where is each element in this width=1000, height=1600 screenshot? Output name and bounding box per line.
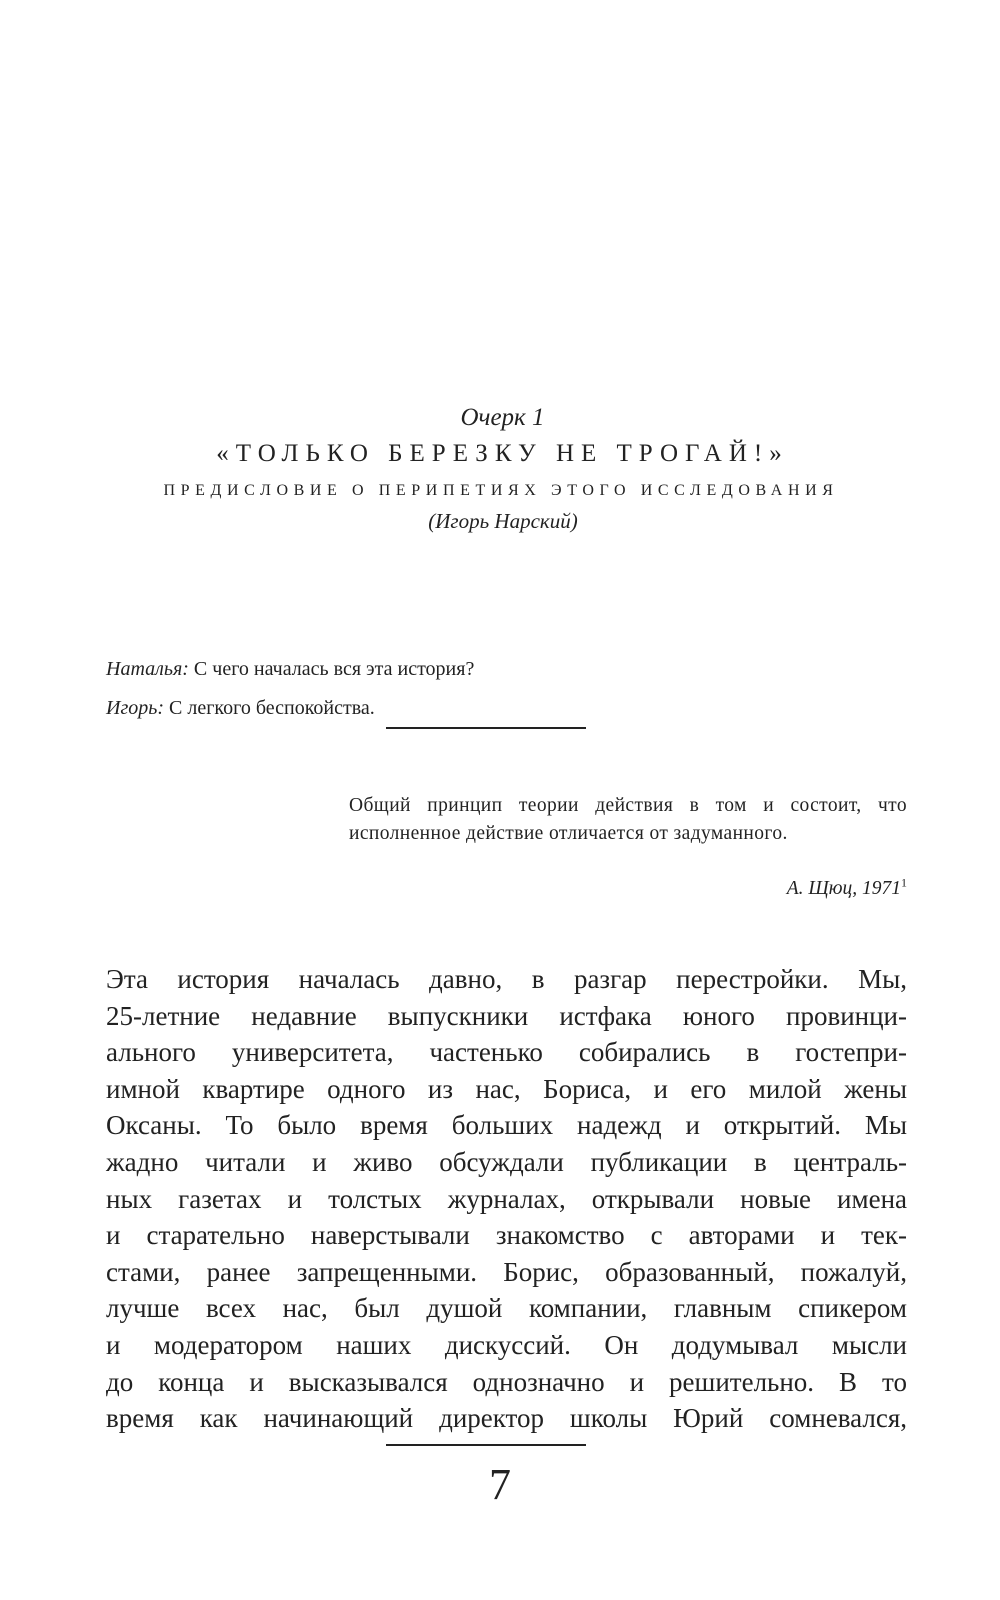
body-line: ального университета, частенько собирались в гостепри- <box>106 1037 907 1068</box>
dialogue-speaker: Наталья: <box>106 658 189 680</box>
footnote-mark: 1 <box>901 875 907 890</box>
section-divider <box>386 727 586 729</box>
essay-label: Очерк 1 <box>460 404 545 431</box>
chapter-author: (Игорь Нарский) <box>428 509 578 533</box>
dialogue-text: С чего началась вся эта история? <box>193 658 475 680</box>
chapter-title: «ТОЛЬКО БЕРЕЗКУ НЕ ТРОГАЙ!» <box>216 440 789 467</box>
dialogue-line <box>106 689 906 728</box>
page-number: 7 <box>489 1460 511 1509</box>
body-line: ных газетах и толстых журналах, открывали новые имена <box>106 1183 907 1214</box>
body-line: жадно читали и живо обсуждали публикации в централь- <box>106 1146 907 1177</box>
footer-divider <box>386 1444 586 1446</box>
body-text <box>106 961 907 1437</box>
epigraph-source <box>349 874 907 904</box>
body-line: лучше всех нас, был душой компании, главным спикером <box>106 1293 907 1324</box>
body-line: до конца и высказывался однозначно и решительно. В то <box>106 1366 907 1397</box>
body-line: и старательно наверстывали знакомство с авторами и тек- <box>106 1220 907 1251</box>
epigraph-attribution: А. Щюц, 1971 <box>786 878 901 899</box>
dialogue-speaker: Игорь: <box>106 697 165 719</box>
chapter-heading <box>0 402 1000 536</box>
epigraph-text: Общий принцип теории действия в том и состоит, что исполненное действие отличается от задуманного. <box>349 795 907 844</box>
body-line: Эта история началась давно, в разгар перестройки. Мы, <box>106 964 907 994</box>
body-line: и модератором наших дискуссий. Он додумывал мысли <box>106 1329 907 1360</box>
body-line: имной квартире одного из нас, Бориса, и его милой жены <box>106 1073 907 1104</box>
body-line: время как начинающий директор школы Юрий сомневался, <box>106 1403 907 1434</box>
chapter-subtitle: ПРЕДИСЛОВИЕ О ПЕРИПЕТИЯХ ЭТОГО ИССЛЕДОВАНИЯ <box>163 482 839 499</box>
opening-dialogue <box>106 650 906 728</box>
body-line: стами, ранее запрещенными. Борис, образованный, пожалуй, <box>106 1256 907 1287</box>
dialogue-line <box>106 650 906 689</box>
body-line: Оксаны. То было время больших надежд и открытий. Мы <box>106 1110 907 1141</box>
dialogue-text: С легкого беспокойства. <box>169 697 375 719</box>
body-line: 25-летние недавние выпускники истфака юного провинци- <box>106 1000 907 1031</box>
